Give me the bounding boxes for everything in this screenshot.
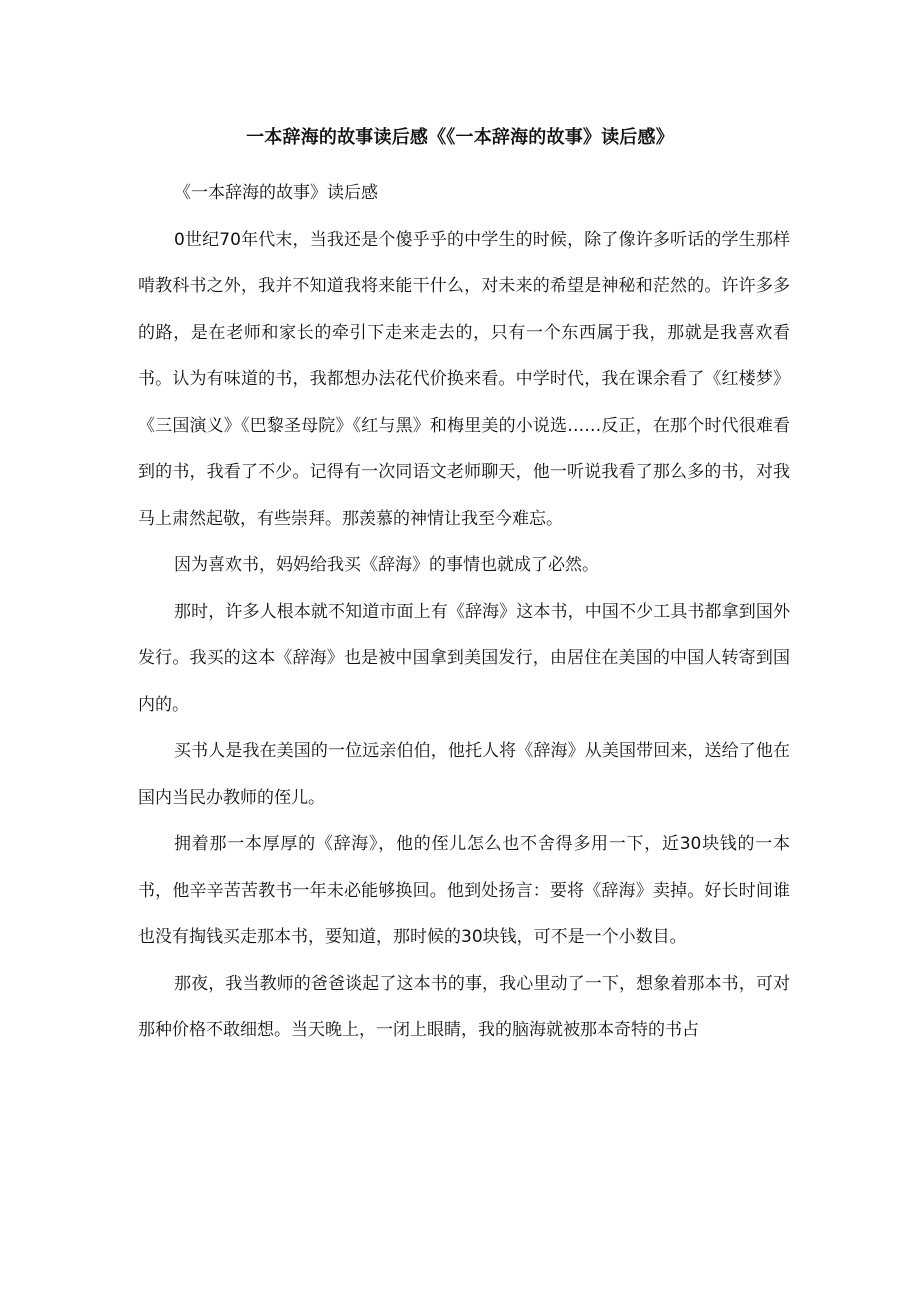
document-body: [138, 170, 790, 1054]
body-paragraph: 那夜，我当教师的爸爸谈起了这本书的事，我心里动了一下，想象着那本书，可对那种价格不敢细想。当天晚上，一闭上眼睛，我的脑海就被那本奇特的书占: [138, 973, 790, 1040]
document-title: 一本辞海的故事读后感《《一本辞海的故事》读后感》: [246, 127, 674, 148]
body-paragraph: 那时，许多人根本就不知道市面上有《辞海》这本书，中国不少工具书都拿到国外发行。我买的这本《辞海》也是被中国拿到美国发行，由居住在美国的中国人转寄到国内的。: [138, 601, 790, 715]
body-paragraph: 0世纪70年代末，当我还是个傻乎乎的中学生的时候，除了像许多听话的学生那样啃教科书之外，我并不知道我将来能干什么，对未来的希望是神秘和茫然的。许许多多的路，是在老师和家长的牵引下走来走去的，只有一个东西属于我，那就是我喜欢看书。认为有味道的书，我都想办法花代价换来看。中学时代，我在课余看了《红楼梦》《三国演义》《巴黎圣母院》《红与黑》和梅里美的小说选……反正，在那个时代很难看到的书，我看了不少。记得有一次同语文老师聊天，他一听说我看了那么多的书，对我马上肃然起敬，有些崇拜。那羡慕的神情让我至今难忘。: [138, 229, 790, 529]
body-paragraph: 拥着那一本厚厚的《辞海》，他的侄儿怎么也不舍得多用一下，近30块钱的一本书，他辛辛苦苦教书一年未必能够换回。他到处扬言：要将《辞海》卖掉。好长时间谁也没有掏钱买走那本书，要知道，那时候的30块钱，可不是一个小数目。: [138, 834, 790, 947]
body-paragraph: 买书人是我在美国的一位远亲伯伯，他托人将《辞海》从美国带回来，送给了他在国内当民办教师的侄儿。: [138, 741, 790, 808]
body-paragraph: 因为喜欢书，妈妈给我买《辞海》的事情也就成了必然。: [174, 555, 599, 575]
subtitle-paragraph: 《一本辞海的故事》读后感: [174, 183, 378, 203]
